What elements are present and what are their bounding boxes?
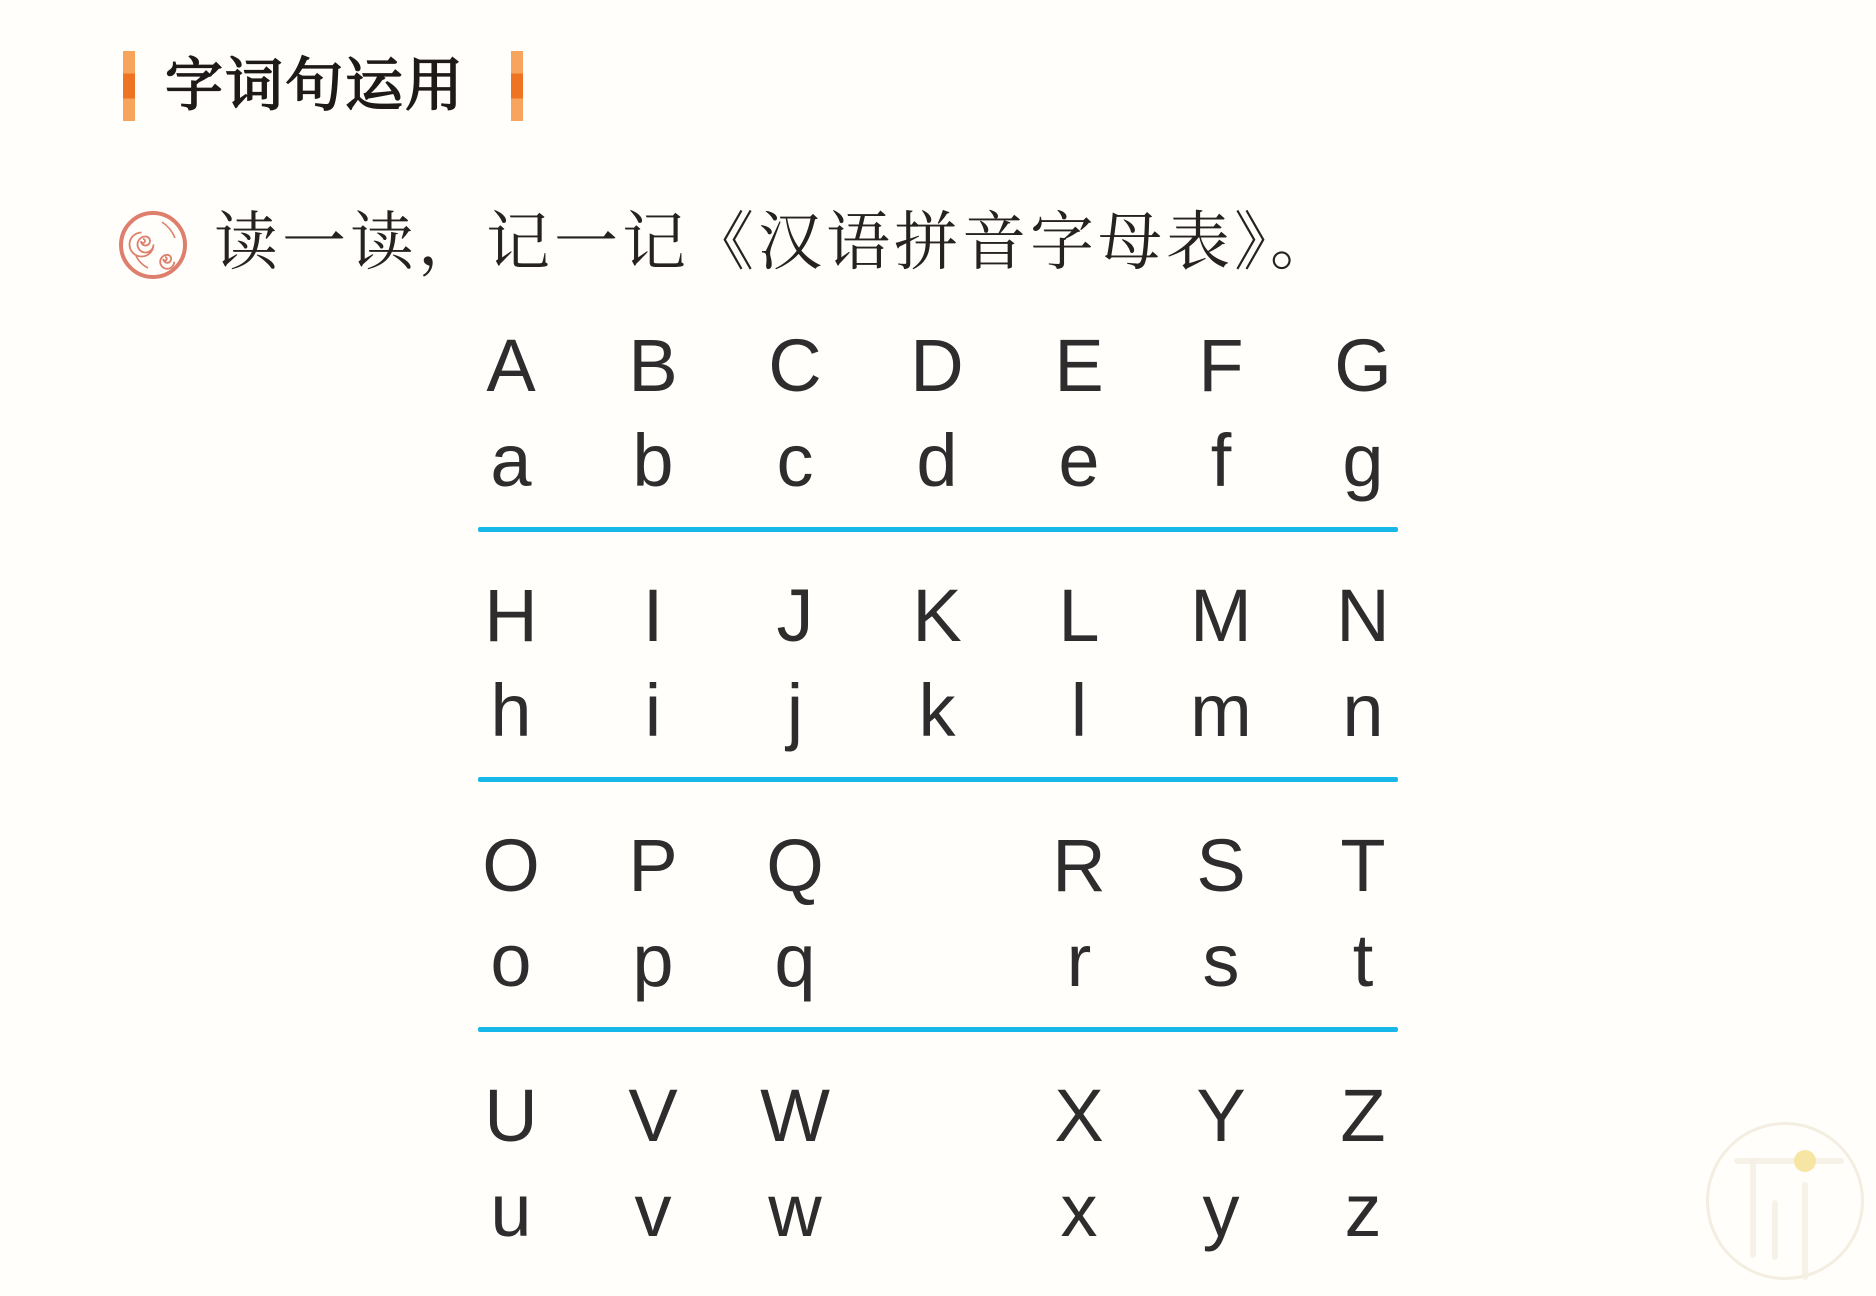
letter-cell: d (916, 419, 958, 502)
orange-bar-left-icon (123, 51, 135, 121)
letter-cell: i (644, 669, 662, 752)
letter-cell: u (490, 1169, 532, 1252)
letter-cell: r (1066, 919, 1092, 1002)
letter-cell: z (1344, 1169, 1382, 1252)
orange-bar-right-icon (511, 51, 523, 121)
letter-cell: R (1052, 824, 1106, 907)
letter-cell: K (912, 574, 962, 657)
letter-cell: A (486, 324, 536, 407)
letter-cell: p (632, 919, 674, 1002)
letter-cell: I (642, 574, 664, 657)
letter-cell: L (1058, 574, 1100, 657)
letter-cell: t (1352, 919, 1374, 1002)
letter-cell: s (1202, 919, 1240, 1002)
instruction-text: 读一读，记一记《汉语拼音字母表》。 (214, 207, 1338, 278)
letter-cell: N (1336, 574, 1390, 657)
letter-cell-gap (866, 1166, 1008, 1256)
letter-cell: e (1058, 419, 1100, 502)
instruction-row (118, 204, 1338, 282)
letter-cell: m (1190, 669, 1252, 752)
section-title: 字词句运用 (165, 53, 466, 118)
letter-cell: C (768, 324, 822, 407)
letter-cell: Z (1340, 1074, 1386, 1157)
letter-cell: P (628, 824, 678, 907)
letter-cell: o (490, 919, 532, 1002)
letter-cell: h (490, 669, 532, 752)
letter-cell: H (484, 574, 538, 657)
letter-cell: g (1342, 419, 1384, 502)
divider-line (478, 527, 1398, 532)
letter-cell: w (768, 1169, 822, 1252)
letter-cell: W (760, 1074, 830, 1157)
letter-cell: v (634, 1169, 672, 1252)
watermark-logo (1706, 1122, 1864, 1280)
letter-cell: j (786, 669, 804, 752)
divider-line (478, 1027, 1398, 1032)
letter-cell: b (632, 419, 674, 502)
alphabet-row-upper-3 (440, 821, 1434, 911)
alphabet-row-upper-4 (440, 1071, 1434, 1161)
letter-cell: f (1210, 419, 1232, 502)
alphabet-row-lower-2 (440, 666, 1434, 756)
letter-cell: n (1342, 669, 1384, 752)
letter-cell-gap (866, 1071, 1008, 1161)
letter-cell: l (1070, 669, 1088, 752)
letter-cell: E (1054, 324, 1104, 407)
section-header (123, 50, 523, 122)
watermark-circle-icon (1706, 1122, 1864, 1280)
letter-cell: X (1054, 1074, 1104, 1157)
alphabet-row-lower-1 (440, 416, 1434, 506)
letter-cell: G (1334, 324, 1392, 407)
letter-cell: a (490, 419, 532, 502)
letter-cell-gap (866, 916, 1008, 1006)
letter-cell: T (1340, 824, 1386, 907)
letter-cell: c (776, 419, 814, 502)
letter-cell: k (918, 669, 956, 752)
letter-cell: U (484, 1074, 538, 1157)
alphabet-row-lower-3 (440, 916, 1434, 1006)
letter-cell-gap (866, 821, 1008, 911)
letter-cell: x (1060, 1169, 1098, 1252)
letter-cell: V (628, 1074, 678, 1157)
letter-cell: Q (766, 824, 824, 907)
watermark-yellow-dot-icon (1794, 1150, 1816, 1172)
letter-cell: Y (1196, 1074, 1246, 1157)
letter-cell: S (1196, 824, 1246, 907)
alphabet-row-upper-1 (440, 321, 1434, 411)
letter-cell: q (774, 919, 816, 1002)
rose-stamp-icon (118, 210, 188, 280)
letter-cell: F (1198, 324, 1244, 407)
letter-cell: O (482, 824, 540, 907)
letter-cell: D (910, 324, 964, 407)
alphabet-row-lower-4 (440, 1166, 1434, 1256)
divider-line (478, 777, 1398, 782)
letter-cell: J (776, 574, 814, 657)
alphabet-row-upper-2 (440, 571, 1434, 661)
letter-cell: M (1190, 574, 1252, 657)
letter-cell: y (1202, 1169, 1240, 1252)
letter-cell: B (628, 324, 678, 407)
